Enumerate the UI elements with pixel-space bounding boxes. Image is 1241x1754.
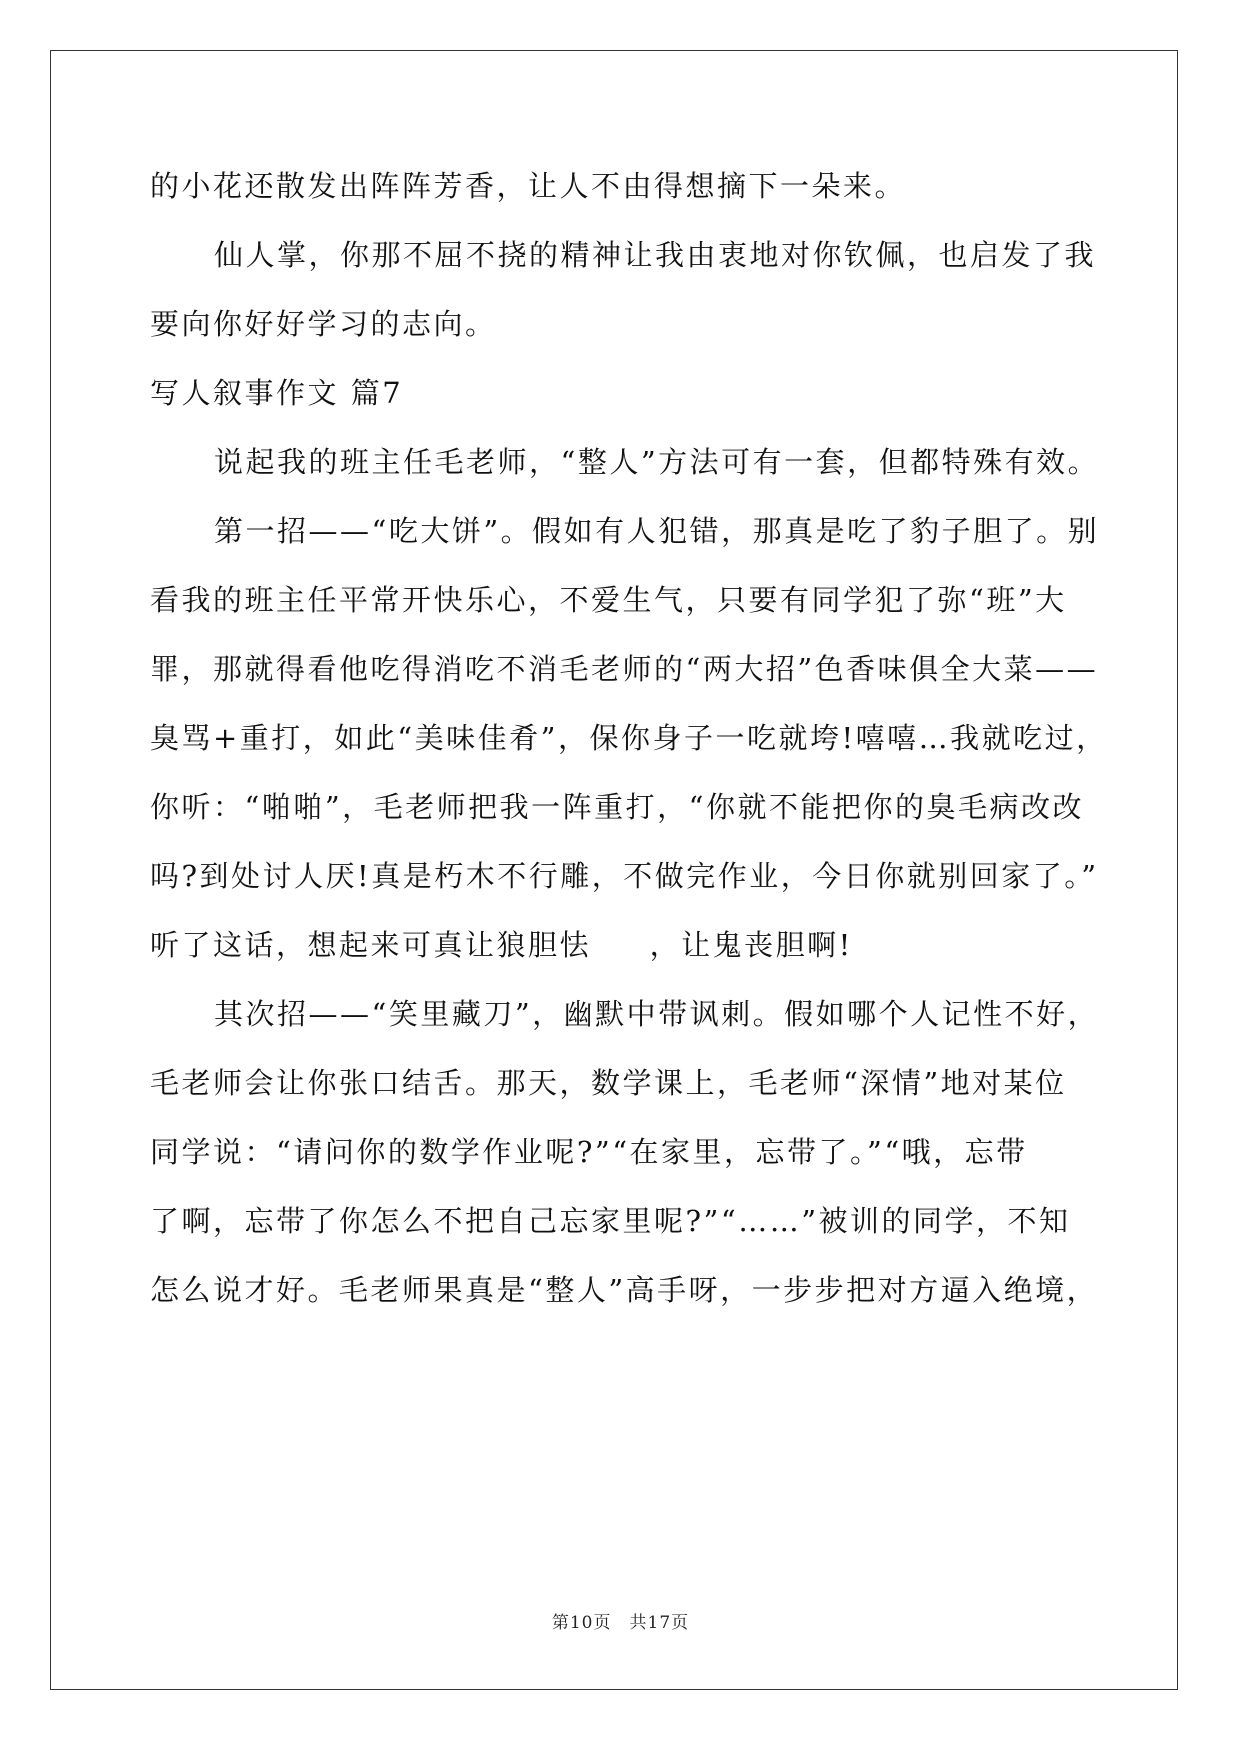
text-line: 你听：“啪啪”，毛老师把我一阵重打，“你就不能把你的臭毛病改改: [150, 790, 1084, 824]
text-line: 罪，那就得看他吃得消吃不消毛老师的“两大招”色香味俱全大菜——: [150, 652, 1099, 686]
text-line: 说起我的班主任毛老师，“整人”方法可有一套，但都特殊有效。: [214, 445, 1100, 479]
page-footer: [0, 1608, 1241, 1633]
text-line: 吗?到处讨人厌!真是朽木不行雕，不做完作业，今日你就别回家了。”: [150, 859, 1099, 893]
section-heading: 写人叙事作文 篇7: [150, 376, 404, 410]
text-line: 的小花还散发出阵阵芳香，让人不由得想摘下一朵来。: [150, 169, 907, 203]
text-line: 仙人掌，你那不屈不挠的精神让我由衷地对你钦佩，也启发了我: [214, 238, 1097, 272]
text-line: 听了这话，想起来可真让狼胆怯 ，让鬼丧胆啊!: [150, 928, 853, 962]
text-line: 怎么说才好。毛老师果真是“整人”高手呀，一步步把对方逼入绝境，: [150, 1273, 1099, 1307]
text-line: 其次招——“笑里藏刀”，幽默中带讽刺。假如哪个人记性不好，: [214, 997, 1100, 1031]
text-line: 第一招——“吃大饼”。假如有人犯错，那真是吃了豹子胆了。别: [214, 514, 1100, 548]
page-total: 共17页: [629, 1613, 690, 1633]
text-line: 同学说：“请问你的数学作业呢?”“在家里，忘带了。”“哦，忘带: [150, 1135, 1028, 1169]
text-line: 毛老师会让你张口结舌。那天，数学课上，毛老师“深情”地对某位: [150, 1066, 1067, 1100]
text-line: 臭骂+重打，如此“美味佳肴”，保你身子一吃就垮!嘻嘻…我就吃过，: [150, 721, 1108, 755]
page-number: 第10页: [551, 1613, 612, 1633]
text-line: 要向你好好学习的志向。: [150, 307, 497, 341]
text-line: 了啊，忘带了你怎么不把自己忘家里呢?”“……”被训的同学，不知: [150, 1204, 1071, 1238]
text-line: 看我的班主任平常开快乐心，不爱生气，只要有同学犯了弥“班”大: [150, 583, 1067, 617]
document-body: [150, 152, 1108, 1325]
